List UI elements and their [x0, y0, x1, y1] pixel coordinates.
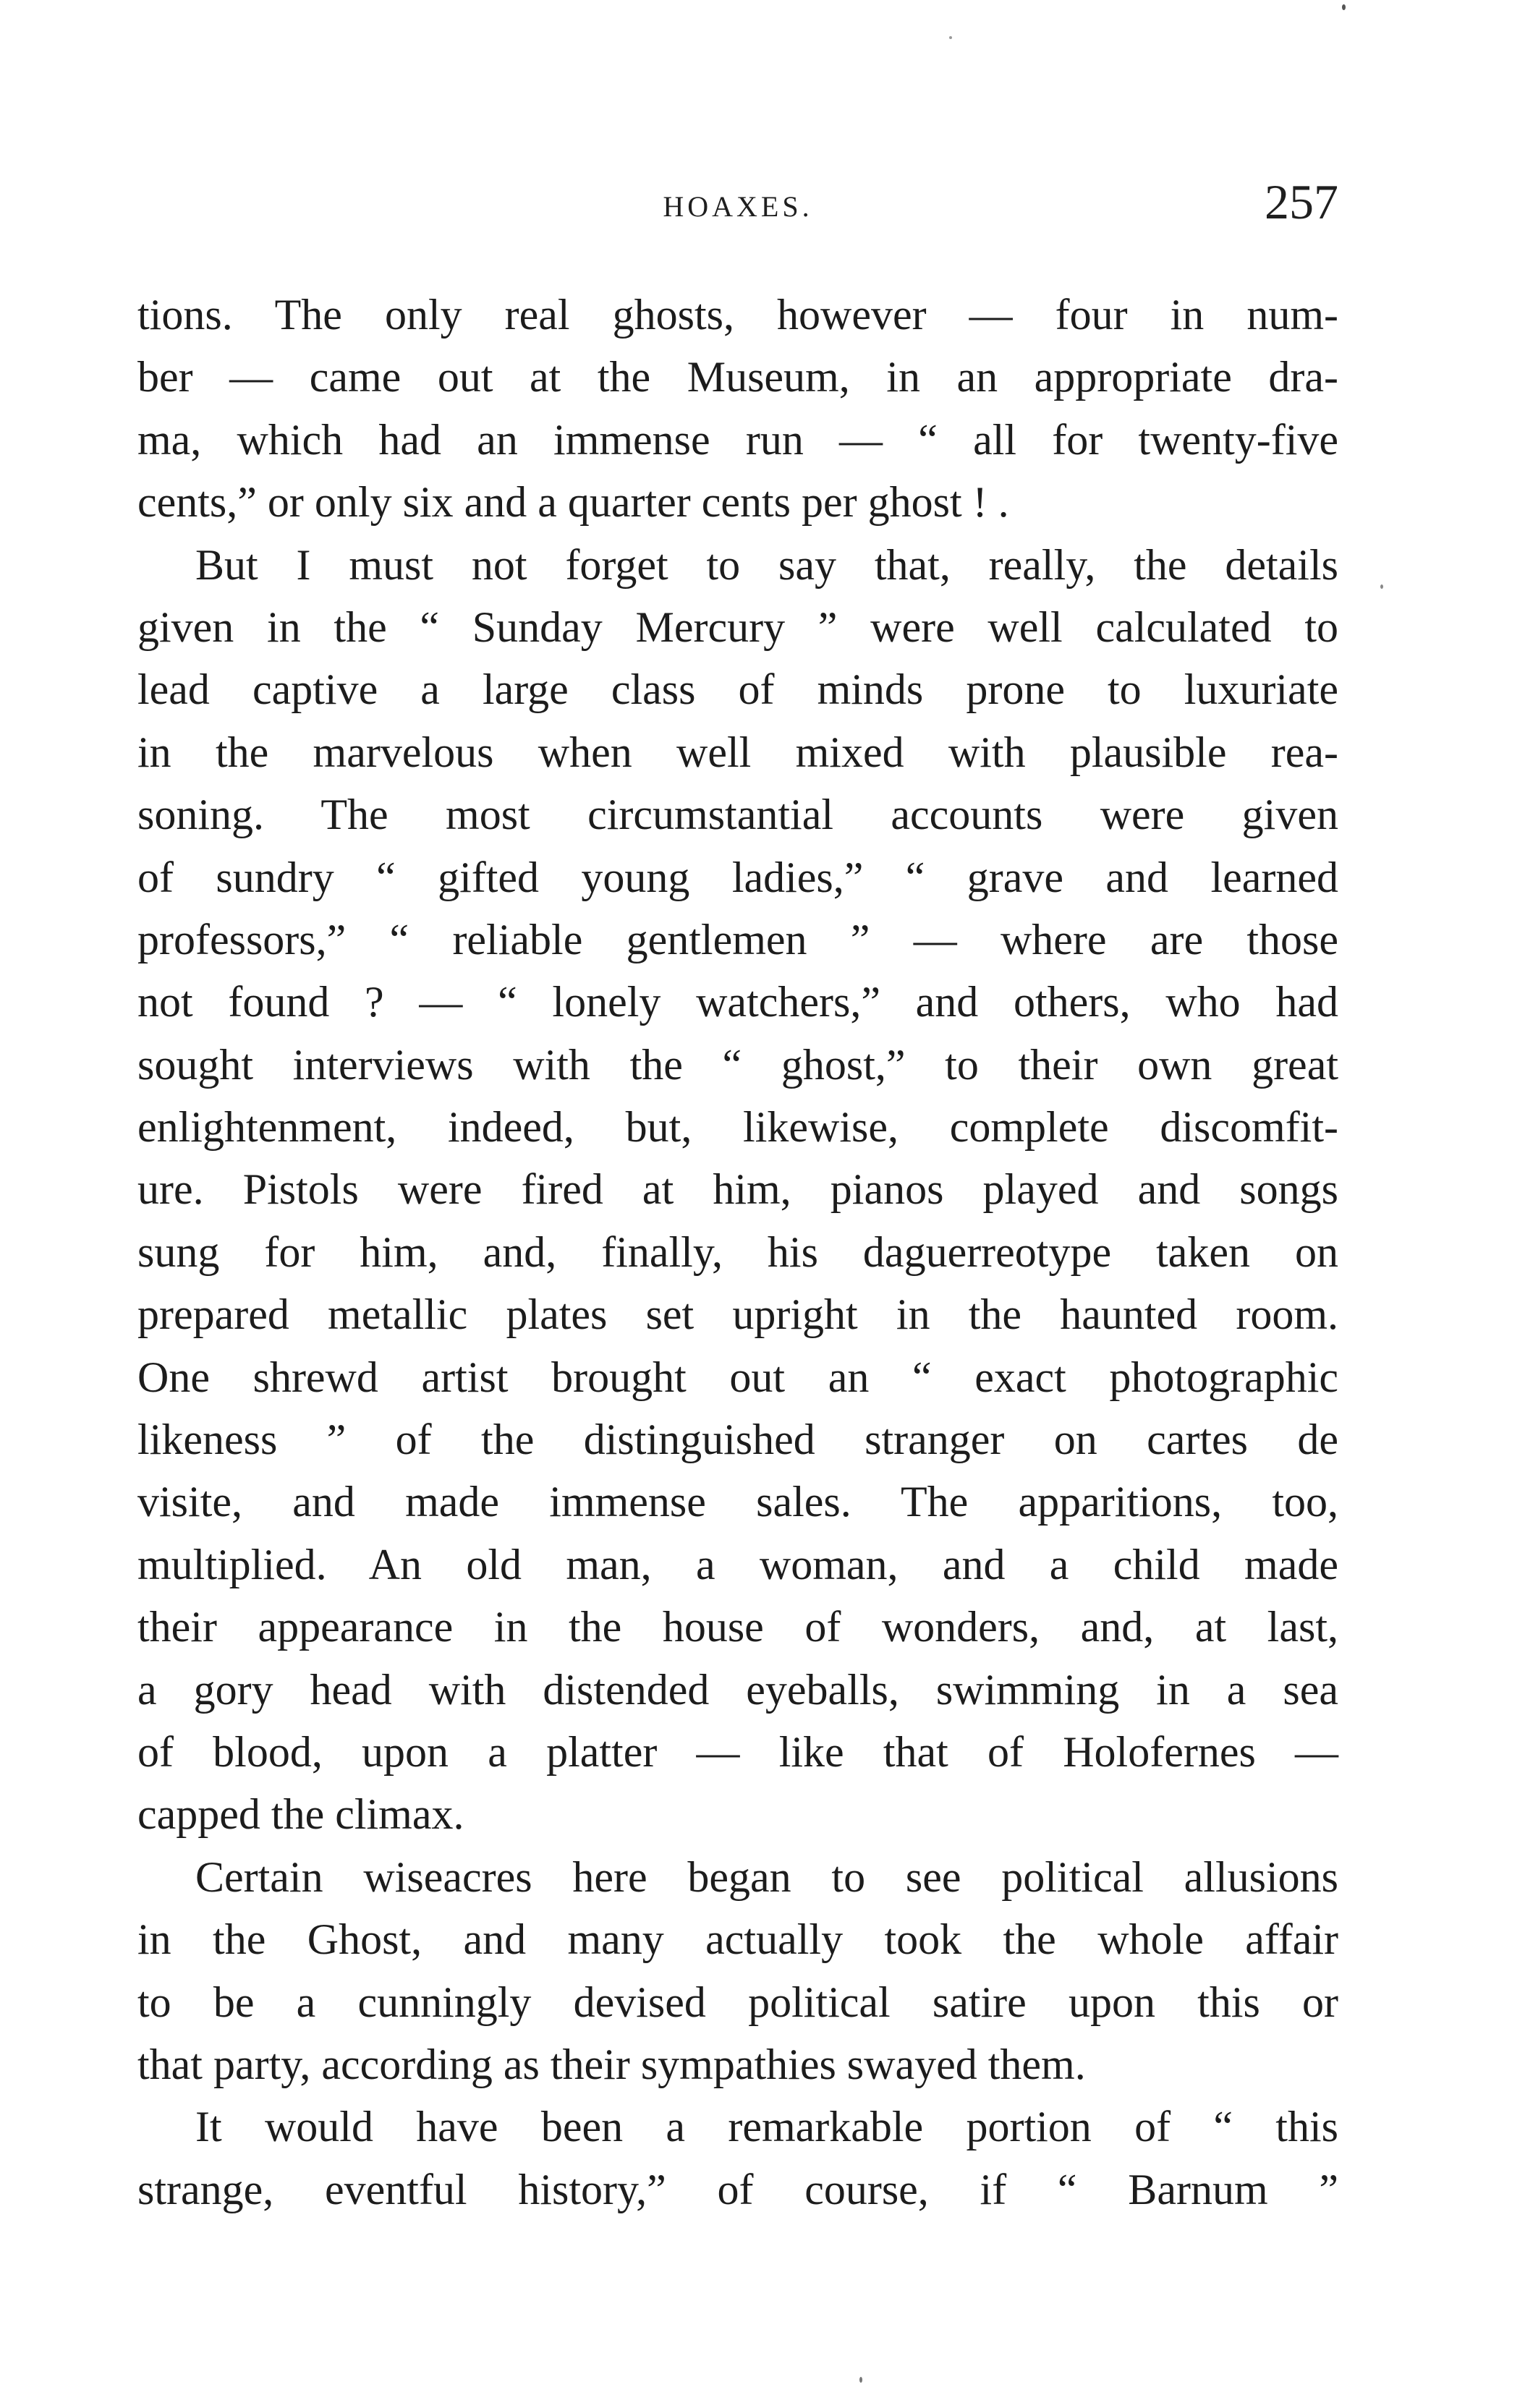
text-line: professors,” “ reliable gentlemen ” — where are those — [137, 915, 1338, 963]
text-line: not found ? — “ lonely watchers,” and others, who had — [137, 978, 1338, 1026]
print-speck — [949, 36, 952, 39]
text-line: of sundry “ gifted young ladies,” “ grave and learned — [137, 853, 1338, 901]
text-line: a gory head with distended eyeballs, swimming in a sea — [137, 1665, 1338, 1714]
text-line: sought interviews with the “ ghost,” to their own great — [137, 1040, 1338, 1089]
text-line: ure. Pistols were fired at him, pianos played and songs — [137, 1165, 1338, 1214]
text-line: But I must not forget to say that, really, the details — [195, 540, 1338, 589]
text-line: to be a cunningly devised political satire upon this or — [137, 1978, 1338, 2026]
text-line: in the Ghost, and many actually took the whole affair — [137, 1915, 1338, 1964]
text-line: sung for him, and, finally, his daguerreotype taken on — [137, 1228, 1338, 1276]
text-line: multiplied. An old man, a woman, and a child made — [137, 1540, 1338, 1588]
text-line: Certain wiseacres here began to see political allusions — [195, 1852, 1338, 1901]
text-line: tions. The only real ghosts, however — four in num- — [137, 291, 1338, 339]
page-number: 257 — [1265, 174, 1338, 229]
text-line: given in the “ Sunday Mercury ” were well calculated to — [137, 603, 1338, 651]
text-line: lead captive a large class of minds prone to luxuriate — [137, 665, 1338, 714]
text-line: enlightenment, indeed, but, likewise, complete discomfit- — [137, 1103, 1338, 1152]
text-line: One shrewd artist brought out an “ exact photographic — [137, 1353, 1338, 1401]
text-line: of blood, upon a platter — like that of Holofernes — — [137, 1727, 1338, 1776]
print-speck — [1342, 4, 1346, 10]
text-line: their appearance in the house of wonders, and, at last, — [137, 1603, 1338, 1651]
print-speck — [859, 2377, 862, 2383]
page-header — [137, 174, 1338, 239]
text-line: ma, which had an immense run — “ all for twenty-five — [137, 415, 1338, 464]
text-line: prepared metallic plates set upright in the haunted room. — [137, 1290, 1338, 1339]
text-line: likeness ” of the distinguished stranger on cartes de — [137, 1416, 1338, 1464]
text-line: in the marvelous when well mixed with plausible rea- — [137, 728, 1338, 776]
text-line: visite, and made immense sales. The apparitions, too, — [137, 1478, 1338, 1526]
text-line: ber — came out at the Museum, in an appropriate dra- — [137, 353, 1338, 401]
text-line: soning. The most circumstantial accounts were given — [137, 791, 1338, 839]
text-line: capped the climax. — [137, 1790, 464, 1839]
text-line: cents,” or only six and a quarter cents per ghost ! . — [137, 478, 1009, 527]
text-line: that party, according as their sympathies swayed them. — [137, 2040, 1086, 2088]
text-line: strange, eventful history,” of course, if “ Barnum ” — [137, 2165, 1338, 2213]
running-title: HOAXES. — [663, 190, 813, 223]
text-line: It would have been a remarkable portion of “ this — [195, 2103, 1338, 2151]
body-text — [137, 284, 1338, 2221]
print-speck — [1380, 584, 1383, 589]
